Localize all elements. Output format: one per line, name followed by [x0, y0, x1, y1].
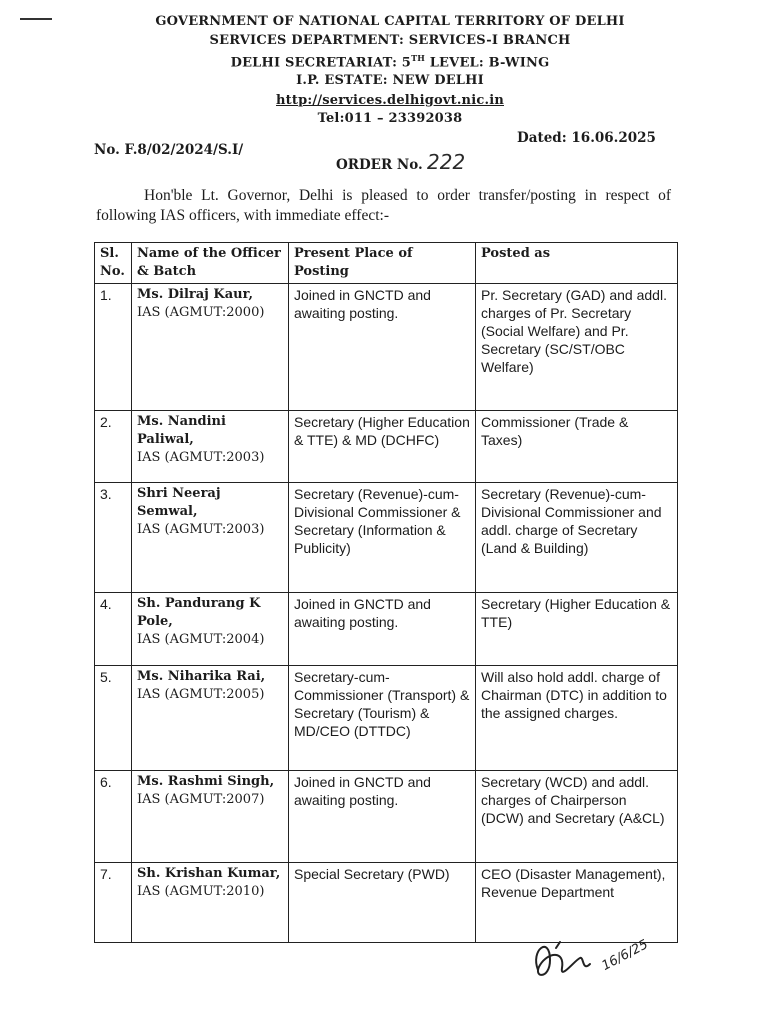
letterhead-website: http://services.delhigovt.nic.in [276, 93, 504, 108]
cell-slno: 6. [95, 771, 132, 863]
cell-posted-as: Secretary (Revenue)-cum-Divisional Commissioner and addl. charge of Secretary (Land & Building) [476, 483, 678, 593]
letterhead-department: SERVICES DEPARTMENT: SERVICES-I BRANCH [209, 33, 571, 48]
header-name: Name of the Officer & Batch [132, 243, 289, 284]
order-number: 222 [427, 150, 466, 174]
table-row [95, 483, 678, 593]
cell-posted-as: Will also hold addl. charge of Chairman (DTC) in addition to the assigned charges. [476, 666, 678, 771]
table-row [95, 284, 678, 411]
table-row [95, 666, 678, 771]
cell-slno: 3. [95, 483, 132, 593]
intro-text: Hon'ble Lt. Governor, Delhi is pleased to order transfer/posting in respect of following IAS officers, with immediate effect:- [96, 187, 671, 224]
officer-batch: IAS (AGMUT:2000) [137, 305, 265, 320]
cell-posted-as: Pr. Secretary (GAD) and addl. charges of Pr. Secretary (Social Welfare) and Pr. Secretary (SC/ST/OBC Welfare) [476, 284, 678, 411]
officer-name: Ms. Niharika Rai, [137, 669, 266, 684]
table-row [95, 593, 678, 666]
order-label: ORDER No. [336, 157, 423, 173]
table-row [95, 411, 678, 483]
cell-officer [132, 284, 289, 411]
cell-present-posting: Special Secretary (PWD) [289, 863, 476, 943]
cell-officer [132, 863, 289, 943]
cell-present-posting: Joined in GNCTD and awaiting posting. [289, 593, 476, 666]
cell-slno: 7. [95, 863, 132, 943]
file-number: No. F.8/02/2024/S.I/ [94, 142, 244, 158]
letterhead-telephone: Tel:011 – 23392038 [317, 111, 463, 126]
officer-batch: IAS (AGMUT:2010) [137, 884, 265, 899]
cell-officer [132, 771, 289, 863]
signature-image [520, 920, 670, 1000]
cell-slno: 4. [95, 593, 132, 666]
letterhead-estate: I.P. ESTATE: NEW DELHI [296, 73, 484, 88]
signature-date: 16/6/25 [599, 937, 651, 974]
cell-officer [132, 411, 289, 483]
officer-batch: IAS (AGMUT:2007) [137, 792, 265, 807]
header-slno: Sl. No. [95, 243, 132, 284]
header-present: Present Place of Posting [289, 243, 476, 284]
table-row [95, 771, 678, 863]
order-date: Dated: 16.06.2025 [517, 130, 656, 146]
cell-present-posting: Secretary (Higher Education & TTE) & MD (DCHFC) [289, 411, 476, 483]
officer-name: Ms. Nandini Paliwal, [137, 414, 226, 447]
cell-posted-as: Secretary (Higher Education & TTE) [476, 593, 678, 666]
officer-name: Ms. Dilraj Kaur, [137, 287, 254, 302]
cell-posted-as: Commissioner (Trade & Taxes) [476, 411, 678, 483]
cell-slno: 1. [95, 284, 132, 411]
cell-officer [132, 666, 289, 771]
officer-batch: IAS (AGMUT:2003) [137, 522, 265, 537]
cell-posted-as: Secretary (WCD) and addl. charges of Chairperson (DCW) and Secretary (A&CL) [476, 771, 678, 863]
officer-name: Sh. Krishan Kumar, [137, 866, 281, 881]
officer-name: Sh. Pandurang K Pole, [137, 596, 261, 629]
cell-present-posting: Joined in GNCTD and awaiting posting. [289, 284, 476, 411]
table-header-row [95, 243, 678, 284]
corner-mark [20, 18, 52, 20]
officer-name: Ms. Rashmi Singh, [137, 774, 275, 789]
officer-batch: IAS (AGMUT:2005) [137, 687, 265, 702]
cell-slno: 2. [95, 411, 132, 483]
cell-slno: 5. [95, 666, 132, 771]
letterhead-government: GOVERNMENT OF NATIONAL CAPITAL TERRITORY OF DELHI [155, 14, 625, 29]
cell-officer [132, 593, 289, 666]
cell-officer [132, 483, 289, 593]
letterhead-secretariat: DELHI SECRETARIAT: 5TH LEVEL: B-WING [230, 53, 550, 71]
cell-present-posting: Joined in GNCTD and awaiting posting. [289, 771, 476, 863]
officer-batch: IAS (AGMUT:2003) [137, 450, 265, 465]
cell-present-posting: Secretary-cum-Commissioner (Transport) & Secretary (Tourism) & MD/CEO (DTTDC) [289, 666, 476, 771]
officer-name: Shri Neeraj Semwal, [137, 486, 221, 519]
officers-table [94, 242, 678, 943]
cell-present-posting: Secretary (Revenue)-cum-Divisional Commissioner & Secretary (Information & Publicity) [289, 483, 476, 593]
intro-paragraph [96, 186, 671, 226]
officer-batch: IAS (AGMUT:2004) [137, 632, 265, 647]
cell-posted-as: CEO (Disaster Management), Revenue Department [476, 863, 678, 943]
header-posted: Posted as [476, 243, 678, 284]
